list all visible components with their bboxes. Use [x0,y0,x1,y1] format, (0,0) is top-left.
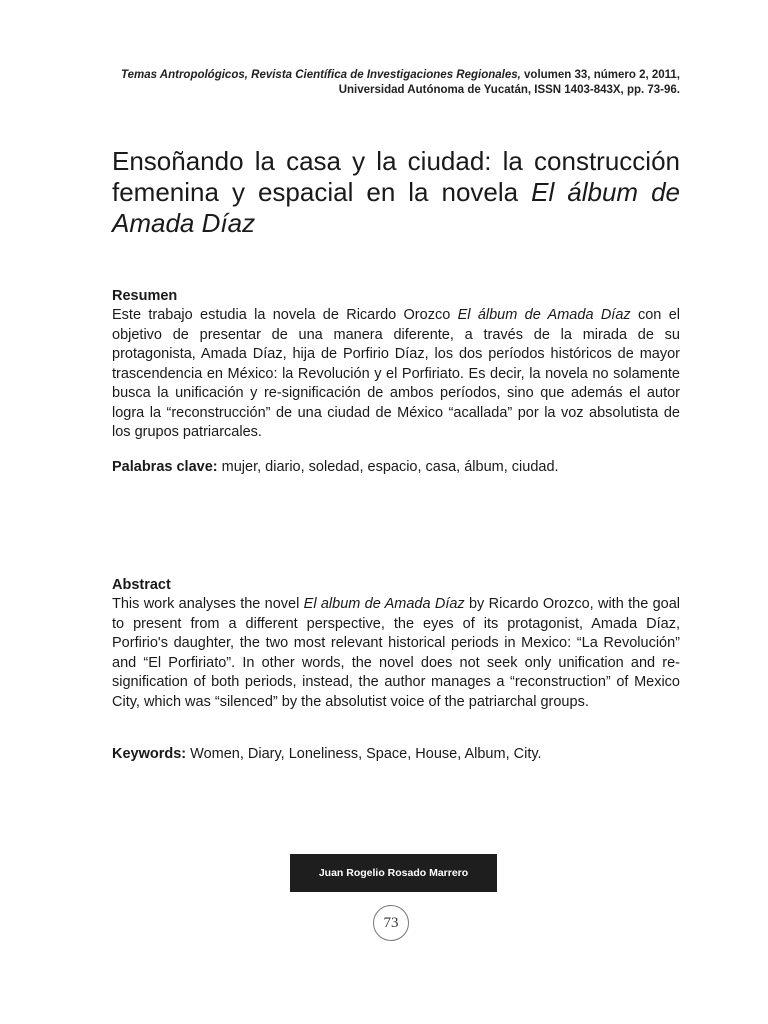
resumen-text-end: con el objetivo de presentar de una manera diferente, a través de la mirada de su protagonista, Amada Díaz, hija de Porfirio Díaz, los dos períodos históricos de mayor trascendencia en México: la Revolución y el Porfiriato. Es decir, la novela no solamente busca la unificación y re-significación de ambos períodos, sino que además el autor logra la “reconstrucción” de una ciudad de México “acallada” por la voz absolutista de los grupos patriarcales. [112,307,680,440]
resumen-text [112,306,680,443]
article-title-italic: El álbum de Amada Díaz [112,177,680,238]
abstract-heading: Abstract [112,577,171,593]
article-title [112,146,680,239]
abstract-text [112,595,680,712]
abstract-text-end: by Ricardo Orozco, with the goal to present from a different perspective, the eyes of its protagonist, Amada Díaz, Porfirio's daughter, the two most relevant historical periods in Mexico: “La Revolución” and “El Porfiriato”. In other words, the novel does not seek only unification and re-signification of both periods, instead, the author manages a “reconstruction” of Mexico City, which was “silenced” by the absolutist voice of the patriarchal groups. [112,596,680,710]
page-number [373,905,409,941]
abstract-book-title: El album de Amada Díaz [303,596,465,612]
keywords-label: Keywords: [112,746,187,762]
resumen-text-start: Este trabajo estudia la novela de Ricardo Orozco [112,307,458,323]
journal-citation-line [120,68,680,83]
author-name-box [290,854,497,892]
journal-name: Temas Antropológicos, Revista Científica de Investigaciones Regionales, [121,69,521,81]
palabras-clave-label: Palabras clave: [112,459,218,475]
keywords-value: Women, Diary, Loneliness, Space, House, Album, City. [186,746,542,762]
resumen-book-title: El álbum de Amada Díaz [457,307,631,323]
page-number-value: 73 [383,914,399,931]
journal-issue: volumen 33, número 2, 2011, [520,69,680,81]
resumen-heading: Resumen [112,288,178,304]
article-title-main: Ensoñando la casa y la ciudad: la construcción femenina y espacial en la novela [112,146,680,207]
palabras-clave [112,458,680,477]
journal-header [120,68,680,98]
palabras-clave-value: mujer, diario, soledad, espacio, casa, álbum, ciudad. [217,459,559,475]
author-name: Juan Rogelio Rosado Marrero [318,867,469,879]
keywords [112,745,680,764]
journal-publisher: Universidad Autónoma de Yucatán, ISSN 1403-843X, pp. 73-96. [338,84,680,96]
abstract-text-start: This work analyses the novel [112,596,304,612]
